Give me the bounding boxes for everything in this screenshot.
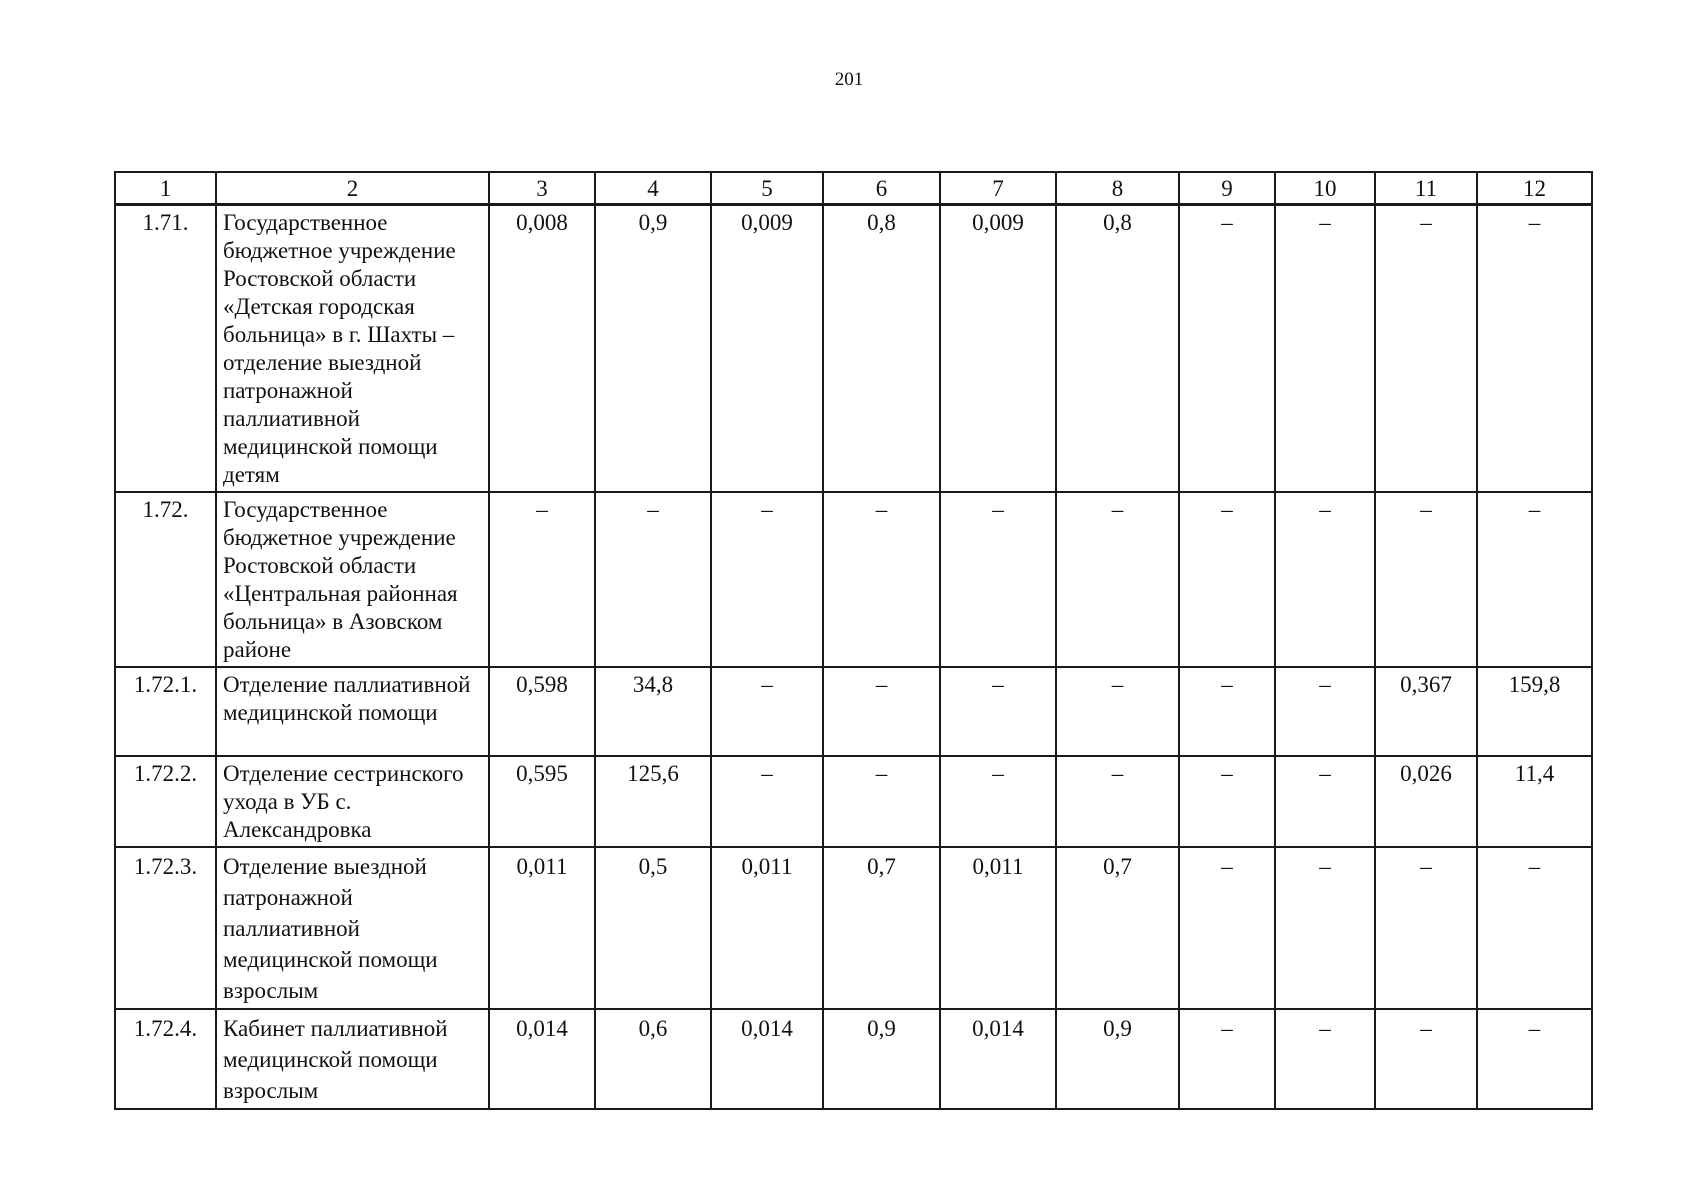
table-cell: – [1056,756,1179,847]
table-cell: – [1179,847,1275,1009]
page-number: 201 [834,69,864,90]
table-cell: – [1275,1009,1375,1109]
table-cell: – [1375,492,1477,667]
table-cell: 0,8 [823,205,940,493]
table-cell: – [1375,847,1477,1009]
row-number: 1.72. [115,492,216,667]
table-cell: 0,595 [489,756,595,847]
table-cell: 34,8 [595,667,711,756]
table-cell: 0,014 [489,1009,595,1109]
table-cell: 0,8 [1056,205,1179,493]
table-cell: 0,9 [823,1009,940,1109]
table-cell: – [595,492,711,667]
table-cell: 0,9 [595,205,711,493]
row-name: Отделение сестринского ухода в УБ с. Александровка [216,756,489,847]
table-cell: – [1275,667,1375,756]
table-cell: 0,6 [595,1009,711,1109]
column-header: 5 [711,172,823,205]
table-cell: – [711,492,823,667]
table-cell: – [1275,205,1375,493]
table-cell: 0,7 [823,847,940,1009]
table-cell: 0,367 [1375,667,1477,756]
table-cell: – [1179,492,1275,667]
column-header: 3 [489,172,595,205]
table-cell: – [1375,205,1477,493]
table-cell: 0,011 [711,847,823,1009]
column-header: 11 [1375,172,1477,205]
row-number: 1.72.3. [115,847,216,1009]
table-cell: – [823,756,940,847]
table-cell: – [489,492,595,667]
table-cell: – [940,756,1056,847]
table-cell: 0,011 [489,847,595,1009]
table-cell: – [940,492,1056,667]
row-number: 1.72.1. [115,667,216,756]
table-cell: – [940,667,1056,756]
table-cell: – [1477,847,1592,1009]
table-cell: – [1056,492,1179,667]
table-cell: – [1179,756,1275,847]
table-cell: 0,009 [711,205,823,493]
table-cell: – [1477,1009,1592,1109]
table-cell: – [1275,756,1375,847]
table-cell: – [823,667,940,756]
column-header: 6 [823,172,940,205]
table-row [115,205,1592,493]
table-cell: – [1375,1009,1477,1109]
row-number: 1.71. [115,205,216,493]
table-cell: – [1179,667,1275,756]
column-header: 8 [1056,172,1179,205]
table-cell: 159,8 [1477,667,1592,756]
table-row [115,492,1592,667]
column-header: 4 [595,172,711,205]
column-header: 9 [1179,172,1275,205]
table-cell: – [1477,205,1592,493]
table-cell: – [823,492,940,667]
table-cell: 0,014 [711,1009,823,1109]
table-cell: – [1056,667,1179,756]
row-name: Отделение выездной патронажной паллиативной медицинской помощи взрослым [216,847,489,1009]
row-name: Кабинет паллиативной медицинской помощи взрослым [216,1009,489,1109]
table-cell: 0,9 [1056,1009,1179,1109]
table-row [115,847,1592,1009]
table-cell: 0,011 [940,847,1056,1009]
table-cell: 0,014 [940,1009,1056,1109]
column-header: 12 [1477,172,1592,205]
row-number: 1.72.4. [115,1009,216,1109]
table-cell: – [1477,492,1592,667]
table-cell: – [1179,1009,1275,1109]
row-name: Государственное бюджетное учреждение Ростовской области «Центральная районная больница» в Азовском районе [216,492,489,667]
column-header: 2 [216,172,489,205]
table-cell: – [711,756,823,847]
table-cell: 0,009 [940,205,1056,493]
table-cell: – [1275,492,1375,667]
table-cell: 0,026 [1375,756,1477,847]
table-cell: 0,5 [595,847,711,1009]
table-cell: 0,008 [489,205,595,493]
table-cell: 0,7 [1056,847,1179,1009]
table-cell: 125,6 [595,756,711,847]
row-name: Отделение паллиативной медицинской помощи [216,667,489,756]
table-row [115,667,1592,756]
table-row [115,756,1592,847]
column-header: 10 [1275,172,1375,205]
row-number: 1.72.2. [115,756,216,847]
column-header: 7 [940,172,1056,205]
table-cell: 11,4 [1477,756,1592,847]
data-table [114,171,1593,1110]
table-cell: – [711,667,823,756]
table-row [115,1009,1592,1109]
column-header: 1 [115,172,216,205]
table-header-row [115,172,1592,205]
table-cell: – [1179,205,1275,493]
table-cell: 0,598 [489,667,595,756]
table-cell: – [1275,847,1375,1009]
row-name: Государственное бюджетное учреждение Ростовской области «Детская городская больница» в г. Шахты – отделение выездной патронажной паллиативной медицинской помощи детям [216,205,489,493]
